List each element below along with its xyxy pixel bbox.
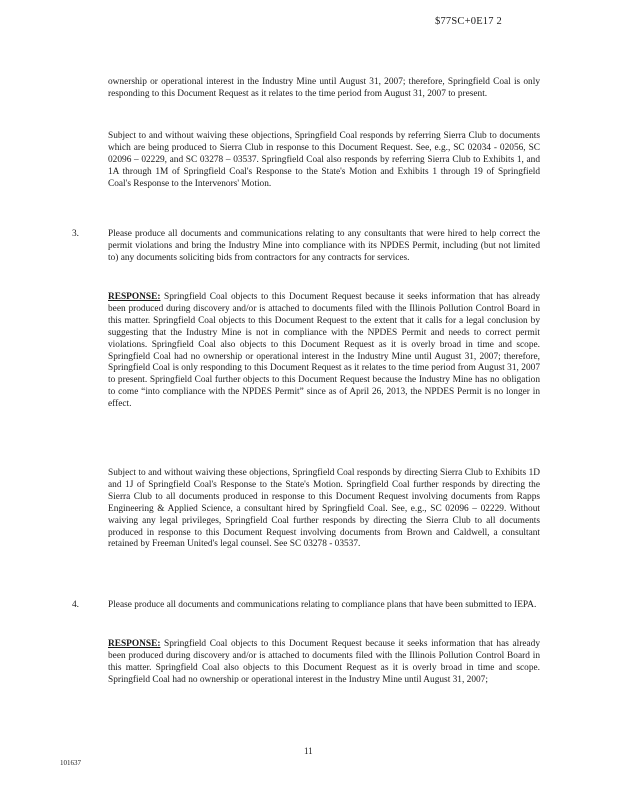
item-4-response-text: Springfield Coal objects to this Document Request because it seeks information that has already been produced during discovery and/or is attached to documents filed with the Illinois Pollution Control Board in this matter. Springfield Coal also objects to this Document Request as it is overly broad in time and scope. Springfield Coal had no ownership or operational interest in the Industry Mine until August 31, 2007; bbox=[108, 639, 540, 685]
item-3-response-text: Springfield Coal objects to this Document Request because it seeks information that has already been produced during discovery and/or is attached to documents filed with the Illinois Pollution Control Board in this matter. Springfield Coal objects to this Document Request to the extent that it calls for a legal conclusion by suggesting that the Industry Mine is not in compliance with the NPDES Permit and needs to correct permit violations. Springfield Coal also objects to this Document Request as it is overly broad in time and scope. Springfield Coal had no ownership or operational interest in the Industry Mine until August 31, 2007; therefore, Springfield Coal is only responding to this Document Request as it relates to the time period from August 31, 2007 to present. Springfield Coal further objects to this Document Request because the Industry Mine has no obligation to come “into compliance with the NPDES Permit” since as of April 26, 2013, the NPDES Permit is no longer in effect. bbox=[108, 292, 540, 410]
item-4-request: Please produce all documents and communications relating to compliance plans that have been submitted to IEPA. bbox=[108, 600, 537, 610]
header-code: $77SC+0E17 2 bbox=[435, 16, 502, 27]
item-3-followup: Subject to and without waiving these objections, Springfield Coal responds by directing Sierra Club to Exhibits 1D and 1J of Springfield Coal's Response to the State's Motion. Springfield Coal further responds by directing the Sierra Club to all documents produced in response to this Document Request involving documents from Rapps Engineering & Applied Science, a consultant hired by Springfield Coal. See, e.g., SC 02096 – 02229. Without waiving any legal privileges, Springfield Coal further responds by directing the Sierra Club to all documents produced in response to this Document Request involving documents from Brown and Caldwell, a consultant retained by Freeman United's legal counsel. See SC 03278 - 03537. bbox=[108, 468, 540, 550]
document-id: 101637 bbox=[60, 759, 81, 767]
item-4-response bbox=[108, 639, 540, 687]
item-3-response bbox=[108, 292, 540, 411]
item-3-request: Please produce all documents and communications relating to any consultants that were hired to help correct the permit violations and bring the Industry Mine into compliance with its NPDES Permit, including (but not limited to) any documents soliciting bids from contractors for any contracts for services. bbox=[108, 229, 540, 263]
paragraph-subject-objections: Subject to and without waiving these objections, Springfield Coal responds by referring Sierra Club to documents which are being produced to Sierra Club in response to this Document Request. See, e.g., SC 02034 - 02056, SC 02096 – 02229, and SC 03278 – 03537. Springfield Coal also responds by referring Sierra Club to Exhibits 1, and 1A through 1M of Springfield Coal's Response to the State's Motion and Exhibits 1 through 19 of Springfield Coal's Response to the Intervenors' Motion. bbox=[108, 131, 540, 189]
item-3-number: 3. bbox=[72, 229, 80, 239]
paragraph-ownership: ownership or operational interest in the Industry Mine until August 31, 2007; therefore, Springfield Coal is only responding to this Document Request as it relates to the time period from August 31, 2007 to present. bbox=[108, 77, 540, 99]
response-label: RESPONSE: bbox=[108, 639, 161, 649]
item-4-number: 4. bbox=[72, 600, 80, 610]
response-label: RESPONSE: bbox=[108, 292, 161, 302]
page-number: 11 bbox=[304, 746, 313, 756]
